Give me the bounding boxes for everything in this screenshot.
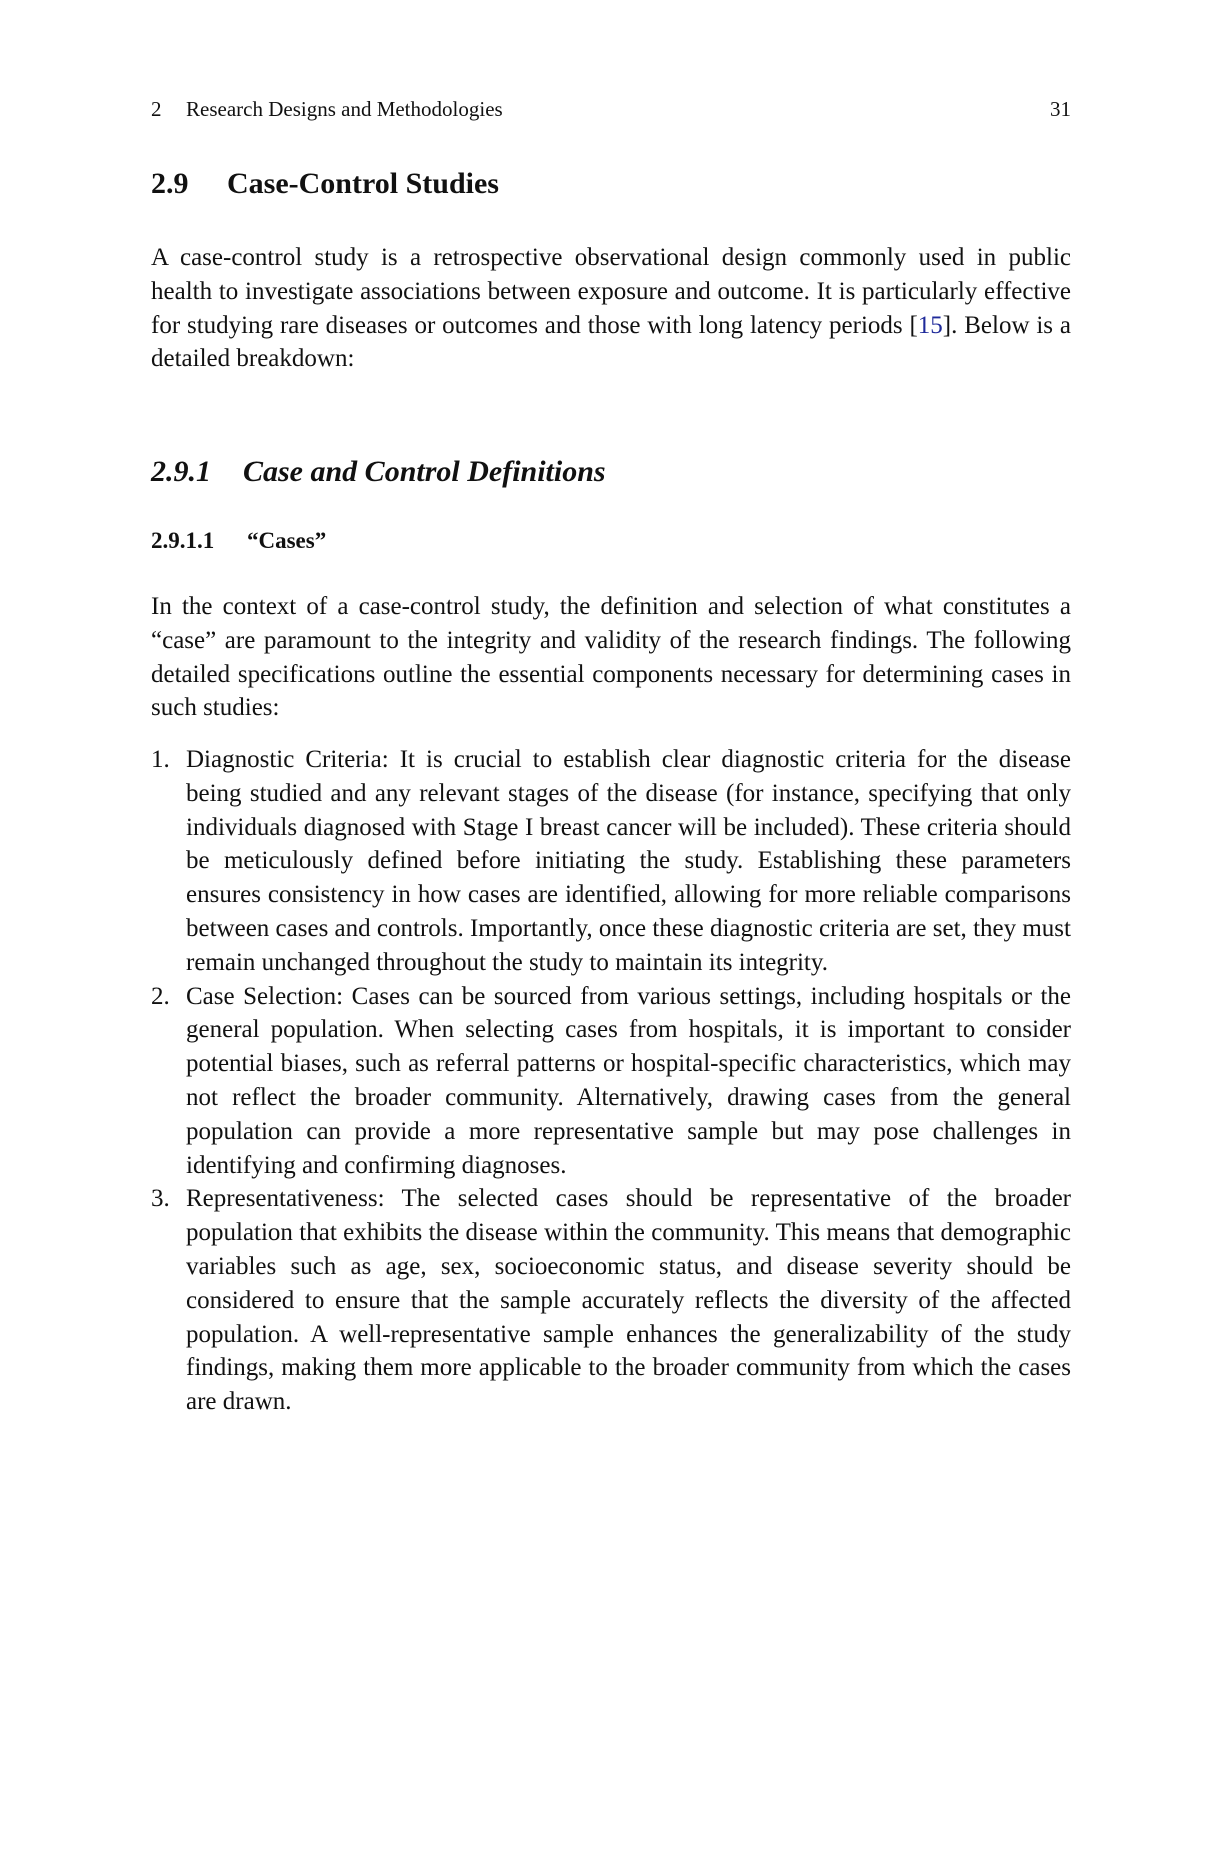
citation-link[interactable]: 15 <box>917 311 943 339</box>
list-item <box>151 743 1071 980</box>
criteria-list <box>151 743 1071 1419</box>
list-item <box>151 980 1071 1183</box>
section-number: 2.9 <box>151 167 189 200</box>
list-item-text: Representativeness: The selected cases should be representative of the broader population that exhibits the disease within the community. This means that demographic variables such as age, sex, socioeconomic status, and disease severity should be considered to ensure that the sample accurately reflects the diversity of the affected population. A well-representative sample enhances the generalizability of the study findings, making them more applicable to the broader community from which the cases are drawn. <box>186 1185 1071 1416</box>
list-marker: 2. <box>151 982 170 1010</box>
subsection-heading <box>151 454 606 490</box>
subsubsection-number: 2.9.1.1 <box>151 528 215 553</box>
section-heading <box>151 166 499 202</box>
running-head <box>151 96 1071 122</box>
subsubsection-title: “Cases” <box>247 528 327 553</box>
subsection-title: Case and Control Definitions <box>243 455 606 488</box>
subsection-number: 2.9.1 <box>151 455 211 488</box>
intro-text: A case-control study is a retrospective observational design commonly used in public health to investigate associations between exposure and outcome. It is particularly effective for studying rare diseases or outcomes and those with long latency periods [ <box>151 244 1071 339</box>
section-title: Case-Control Studies <box>227 167 499 200</box>
subsubsection-heading <box>151 527 326 555</box>
list-item-text: Case Selection: Cases can be sourced from various settings, including hospitals or the general population. When selecting cases from hospitals, it is important to consider potential biases, such as referral patterns or hospital-specific characteristics, which may not reflect the broader community. Alternatively, drawing cases from the general population can provide a more representative sample but may pose challenges in identifying and confirming diagnoses. <box>186 982 1071 1179</box>
list-marker: 1. <box>151 746 170 773</box>
chapter-title: Research Designs and Methodologies <box>186 97 503 121</box>
running-head-chapter <box>151 96 503 122</box>
list-item <box>151 1182 1071 1419</box>
cases-paragraph: In the context of a case-control study, the definition and selection of what constitutes a “case” are paramount to the integrity and validity of the research findings. The following detailed specifications outline the essential components necessary for determining cases in such studies: <box>151 593 1071 722</box>
list-marker: 3. <box>151 1185 170 1213</box>
list-item-text: Diagnostic Criteria: It is crucial to establish clear diagnostic criteria for the disease being studied and any relevant stages of the disease (for instance, specifying that only individuals diagnosed with Stage I breast cancer will be included). These criteria should be meticulously defined before initiating the study. Establishing these parameters ensures consistency in how cases are identified, allowing for more reliable comparisons between cases and controls. Importantly, once these diagnostic criteria are set, they must remain unchanged throughout the study to maintain its integrity. <box>186 746 1071 976</box>
page-number: 31 <box>1050 97 1071 121</box>
intro-text-end: ]. Below is a detailed breakdown: <box>151 311 1071 373</box>
chapter-number: 2 <box>151 97 162 121</box>
intro-paragraph <box>151 241 1071 376</box>
